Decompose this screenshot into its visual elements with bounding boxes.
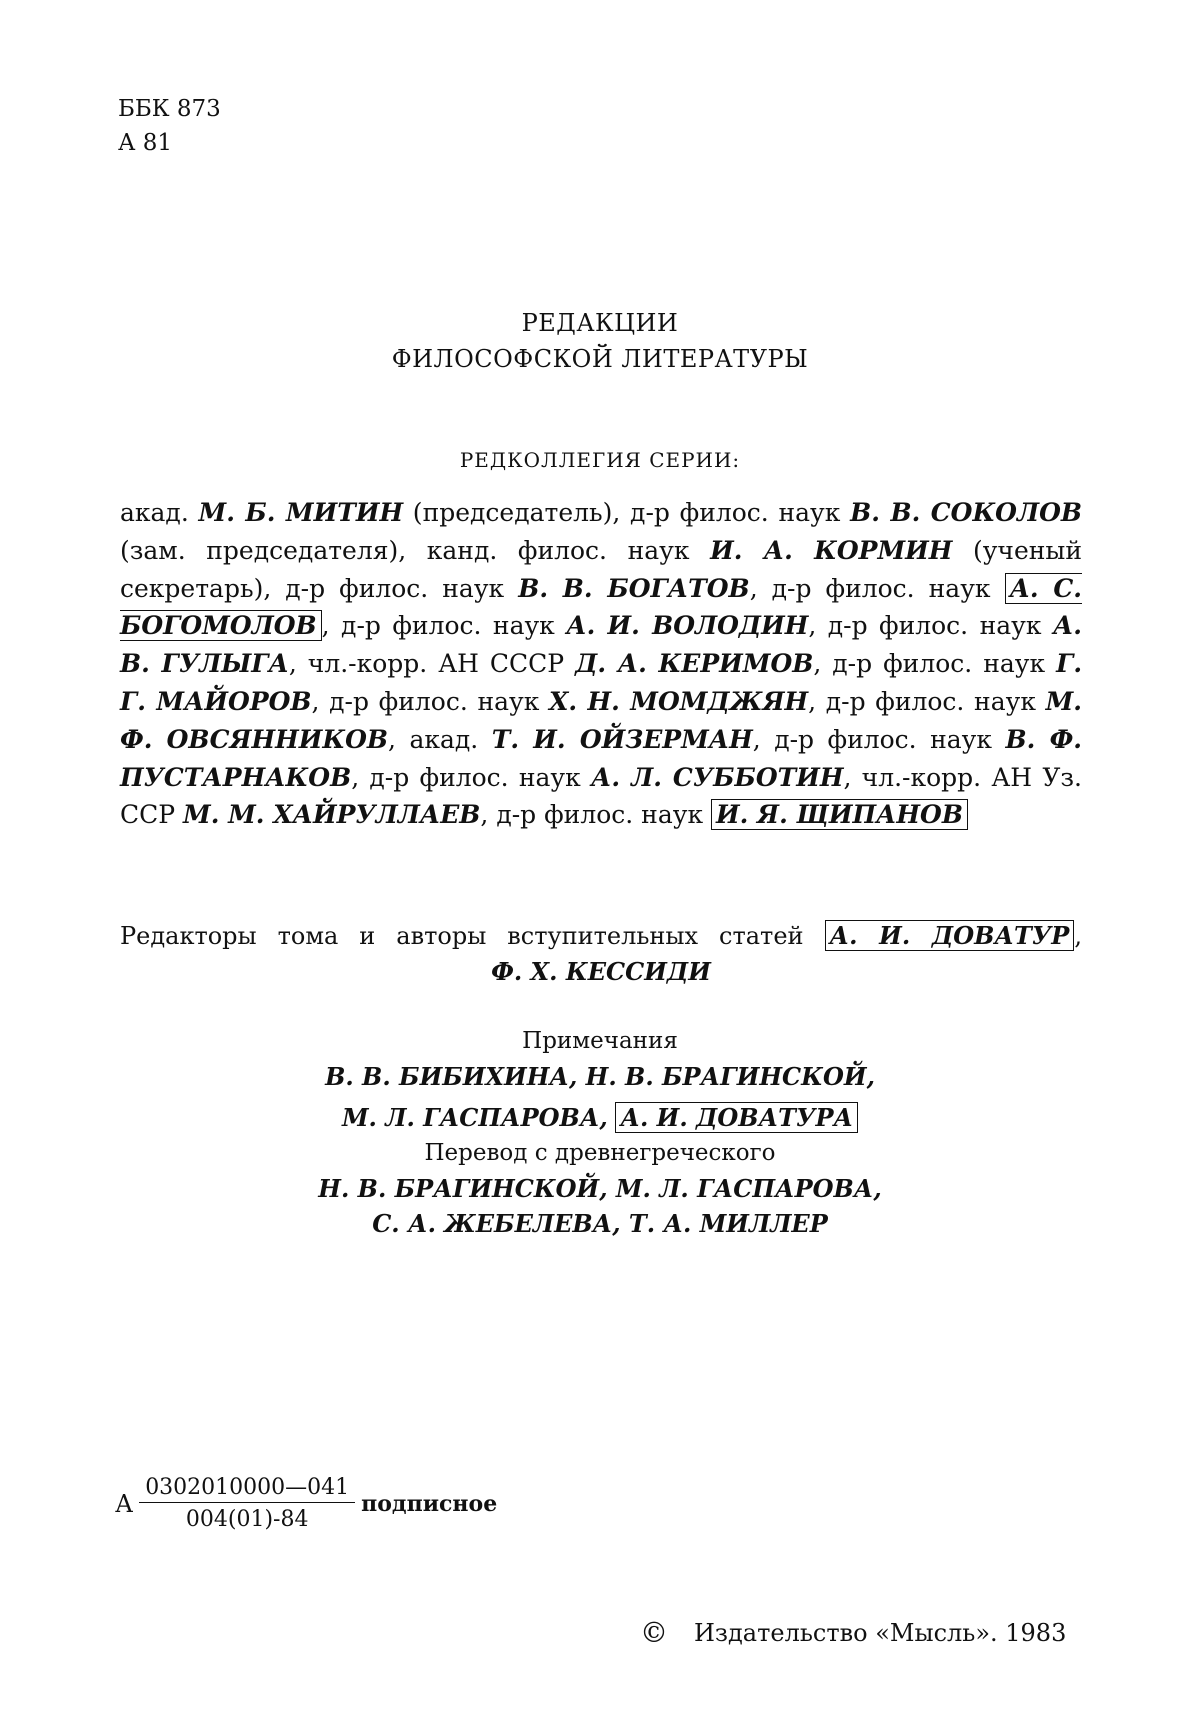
notes-label: Примечания xyxy=(522,1028,678,1054)
notes-and-translation-block xyxy=(0,1024,1200,1241)
notes-authors-line-1: В. В. БИБИХИНА, Н. В. БРАГИНСКОЙ, xyxy=(325,1062,875,1091)
editor-name-deceased: А. И. ДОВАТУР xyxy=(825,920,1075,951)
board-member-title: , чл.-корр. АН СССР xyxy=(288,649,576,679)
board-member-name: В. Ф. ПУСТАРНАКОВ xyxy=(120,724,1082,792)
copyright-text: Издательство «Мысль». 1983 xyxy=(694,1618,1067,1647)
catalog-fraction xyxy=(139,1475,355,1532)
editors-label: Редакторы тома и авторы вступительных статей xyxy=(120,922,804,950)
copyright-line xyxy=(640,1616,1066,1649)
board-member-name: А. Л. СУББОТИН xyxy=(591,762,844,792)
board-member-name: А. В. ГУЛЫГА xyxy=(120,611,1083,679)
board-member-title: , д-р филос. наук xyxy=(321,611,567,641)
board-member-title: , д-р филос. наук xyxy=(480,800,712,830)
catalog-denominator: 004(01)-84 xyxy=(185,1507,309,1532)
notes-author-deceased: А. И. ДОВАТУРА xyxy=(615,1102,858,1133)
author-mark: А 81 xyxy=(118,130,172,156)
copyright-icon: © xyxy=(640,1616,668,1649)
board-member-name: В. В. БОГАТОВ xyxy=(518,573,750,603)
board-member-name: А. И. ВОЛОДИН xyxy=(566,611,809,641)
board-member-name: М. Б. МИТИН xyxy=(198,498,404,527)
board-member-title: , д-р филос. наук xyxy=(813,649,1057,679)
publisher-line-2: ФИЛОСОФСКОЙ ЛИТЕРАТУРЫ xyxy=(391,345,809,373)
board-member-title: , д-р филос. наук xyxy=(808,611,1053,641)
publisher-heading xyxy=(0,305,1200,377)
board-member-name: Х. Н. МОМДЖЯН xyxy=(549,686,809,716)
board-member-title: (ученый секретарь), д-р филос. наук xyxy=(120,535,1082,603)
board-member-title: , д-р филос. наук xyxy=(808,686,1046,716)
board-member-name: В. В. СОКОЛОВ xyxy=(850,498,1082,527)
board-member-title: , д-р филос. наук xyxy=(311,686,550,716)
catalog-letter: А xyxy=(115,1489,134,1518)
volume-editors-block xyxy=(120,918,1082,990)
board-member-title: акад. xyxy=(120,498,199,527)
board-member-name: Д. А. КЕРИМОВ xyxy=(575,649,814,679)
board-member-title: , чл.-корр. АН Уз. ССР xyxy=(120,762,1082,830)
board-member-name-deceased: А. С. БОГОМОЛОВ xyxy=(120,573,1083,641)
publisher-line-1: РЕДАКЦИИ xyxy=(521,309,679,337)
board-member-name: И. А. КОРМИН xyxy=(710,535,953,565)
board-member-title: , акад. xyxy=(388,724,492,754)
editors-line xyxy=(120,918,1082,954)
board-member-name: Т. И. ОЙЗЕРМАН xyxy=(491,724,753,754)
notes-author: М. Л. ГАСПАРОВА, xyxy=(341,1103,608,1132)
editor-name: Ф. Х. КЕССИДИ xyxy=(491,957,711,986)
series-board-title: РЕДКОЛЛЕГИЯ СЕРИИ: xyxy=(459,448,741,472)
editors-line-2 xyxy=(120,954,1082,990)
editors-separator: , xyxy=(1074,922,1082,950)
translators-line-2: С. А. ЖЕБЕЛЕВА, Т. А. МИЛЛЕР xyxy=(372,1209,828,1238)
board-member-title: (зам. председателя), канд. филос. наук xyxy=(120,535,711,565)
board-member-name: Г. Г. МАЙОРОВ xyxy=(120,649,1083,716)
board-member-title: , д-р филос. наук xyxy=(351,762,592,792)
board-member-title: (председатель), д-р филос. наук xyxy=(403,498,851,527)
board-member-title: , д-р филос. наук xyxy=(749,573,1005,603)
series-board-members xyxy=(120,494,1082,834)
board-member-title: , д-р филос. наук xyxy=(752,724,1006,754)
translators-line-1: Н. В. БРАГИНСКОЙ, М. Л. ГАСПАРОВА, xyxy=(318,1174,882,1203)
catalog-numerator: 0302010000—041 xyxy=(139,1475,355,1503)
board-member-name: М. Ф. ОВСЯННИКОВ xyxy=(120,686,1082,754)
board-member-name: М. М. ХАЙРУЛЛАЕВ xyxy=(183,800,481,830)
notes-authors-line-2 xyxy=(0,1100,1200,1136)
bbk-code: ББК 873 xyxy=(118,96,221,122)
board-member-name-deceased: И. Я. ЩИПАНОВ xyxy=(711,799,968,830)
catalog-index xyxy=(115,1475,497,1532)
classification-block xyxy=(118,92,221,160)
translation-label: Перевод с древнегреческого xyxy=(424,1140,776,1166)
catalog-suffix: подписное xyxy=(361,1490,498,1517)
